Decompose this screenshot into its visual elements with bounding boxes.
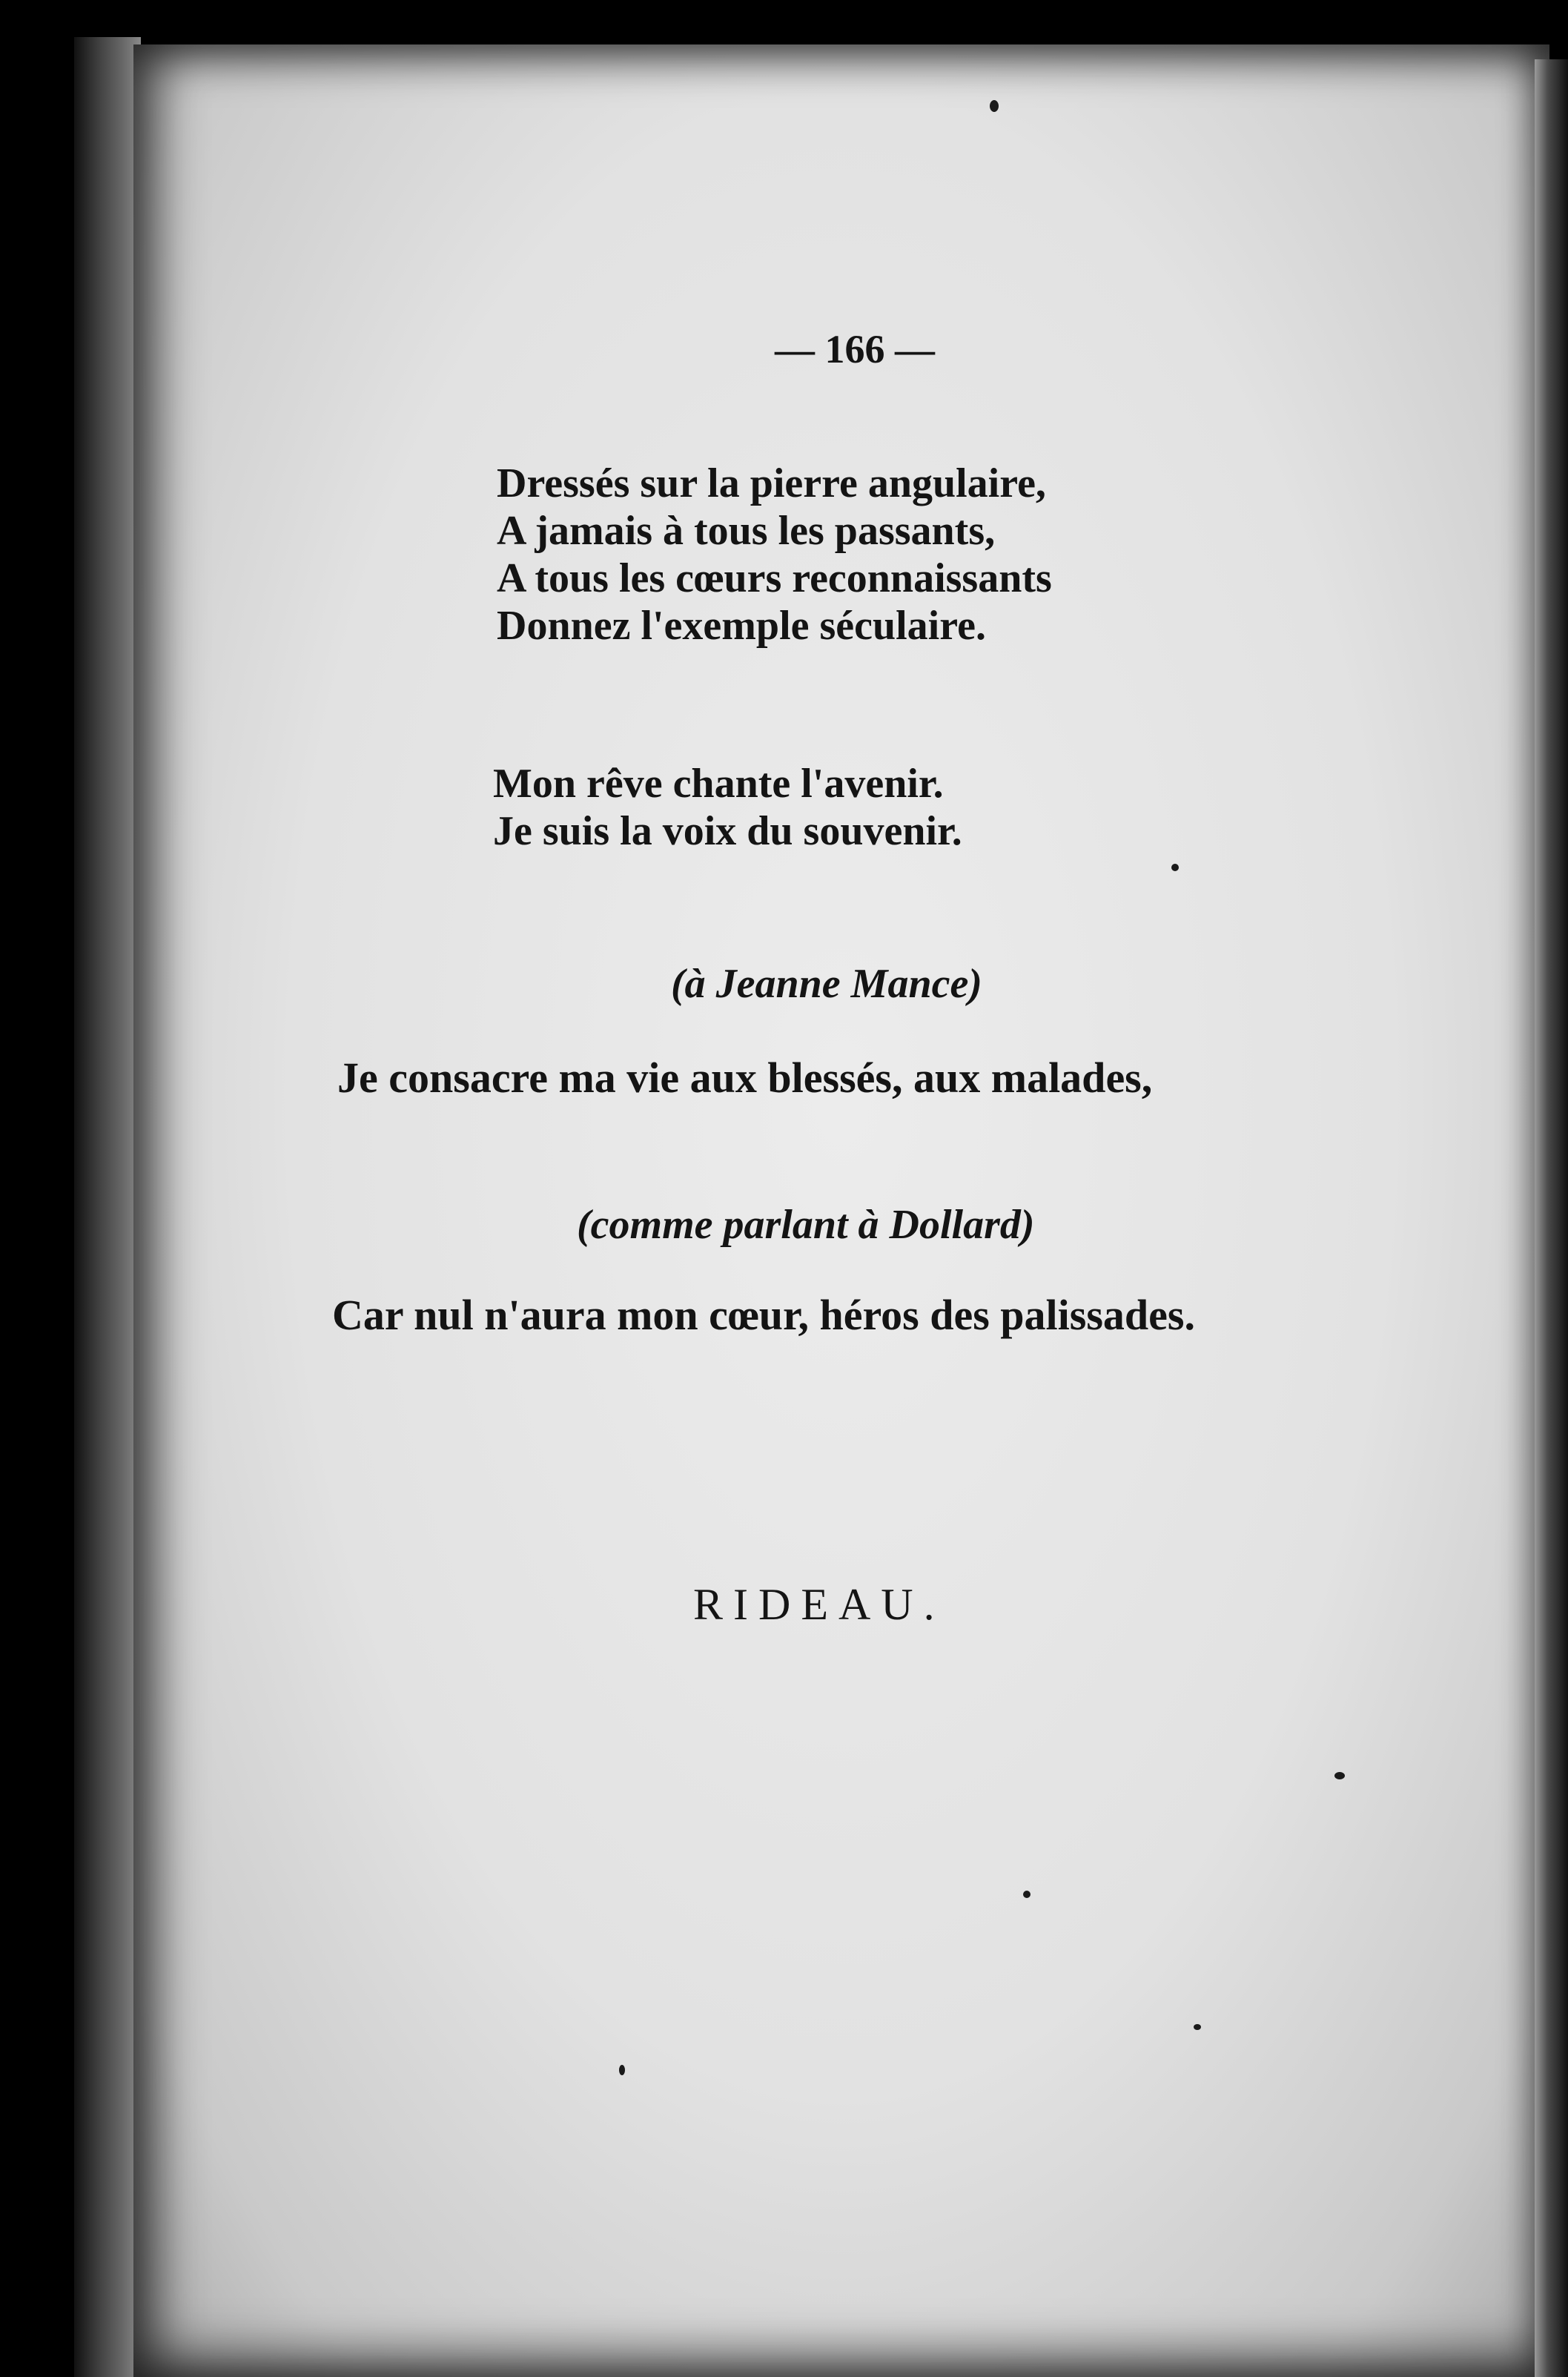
stanza-2 — [493, 760, 962, 855]
stanza-2-line-1: Mon rêve chante l'avenir. — [493, 761, 944, 807]
ink-speck — [990, 100, 999, 112]
stanza-1-line-3: A tous les cœurs reconnaissants — [497, 555, 1052, 601]
verse-line-consacre: Je consacre ma vie aux blessés, aux malades, — [337, 1054, 1153, 1102]
stage-direction-jeanne-mance: (à Jeanne Mance) — [671, 961, 982, 1007]
stanza-1 — [497, 460, 1052, 649]
stanza-1-line-4: Donnez l'exemple séculaire. — [497, 603, 986, 649]
page-edge — [1535, 59, 1568, 2377]
ink-speck — [1194, 2024, 1201, 2030]
stanza-1-line-2: A jamais à tous les passants, — [497, 508, 996, 554]
page-number: — 166 — — [775, 327, 935, 371]
ink-speck — [1023, 1891, 1031, 1898]
stage-direction-dollard: (comme parlant à Dollard) — [577, 1202, 1035, 1248]
binding-shadow — [74, 37, 141, 2377]
ink-speck — [1334, 1772, 1345, 1779]
stanza-2-line-2: Je suis la voix du souvenir. — [493, 808, 962, 854]
ink-speck — [619, 2065, 625, 2075]
curtain-heading: RIDEAU. — [693, 1580, 945, 1629]
ink-speck — [1171, 864, 1179, 871]
verse-line-palissades: Car nul n'aura mon cœur, héros des palissades. — [332, 1291, 1195, 1339]
stanza-1-line-1: Dressés sur la pierre angulaire, — [497, 460, 1046, 506]
